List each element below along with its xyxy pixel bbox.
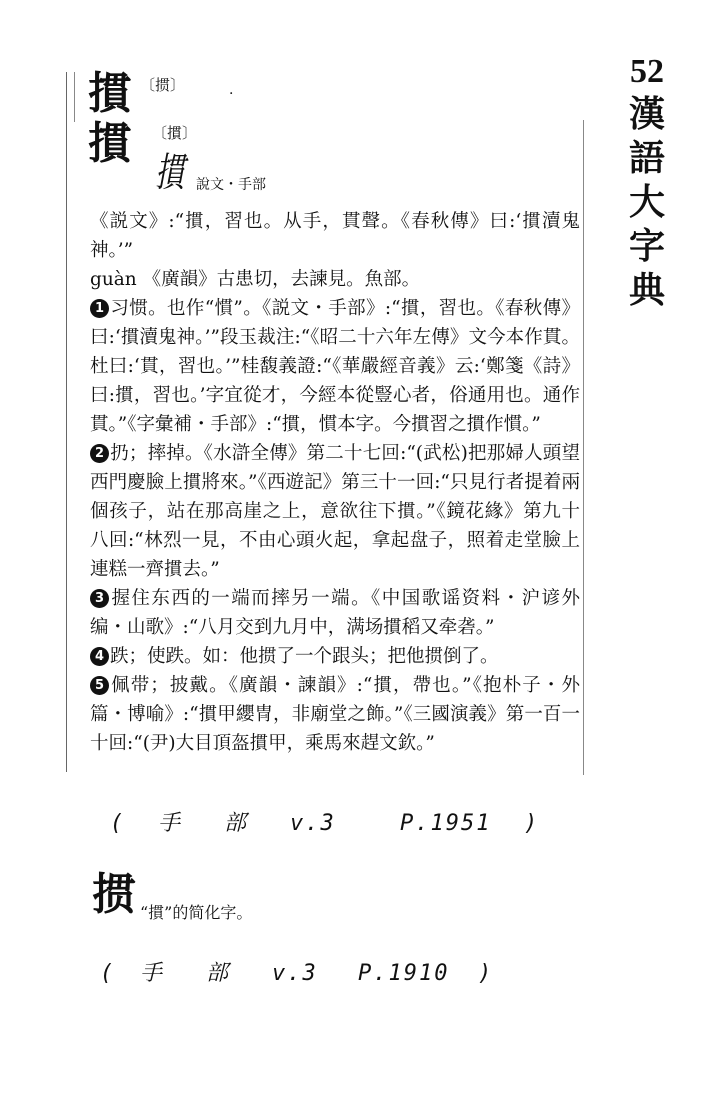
clipping-edge-right	[583, 120, 584, 775]
headword-variant: 摜	[88, 118, 132, 169]
sense-text: 跌；使跌。如：他掼了一个跟头；把他掼倒了。	[110, 646, 499, 667]
simplified-definition: “摜”的简化字。	[140, 903, 253, 922]
citation-paren-open: (	[110, 811, 126, 836]
sense-5	[82, 671, 580, 758]
dictionary-title	[622, 92, 672, 312]
sense-text: 佩带；披戴。《廣韻・諫韻》:“摜，帶也。”《抱朴子・外篇・博喻》:“摜甲纓冑，非廟堂之飾。”《三國演義》第一百一十回:“(尹)大目頂盔摜甲，乘馬來趕文欽。”	[90, 675, 580, 754]
citation-radical: 手	[140, 961, 165, 986]
sense-4	[82, 642, 580, 671]
citation-volume: v.3	[290, 811, 336, 836]
sense-number: 5	[90, 676, 109, 695]
citation-section: 部	[206, 961, 231, 986]
title-char: 語	[628, 137, 665, 179]
citation-paren-close: )	[524, 811, 540, 836]
sense-number: 2	[90, 444, 109, 463]
title-char: 大	[628, 181, 665, 223]
pronunciation-line: guàn 《廣韻》古患切，去諫見。魚部。	[90, 269, 421, 290]
page-number: 52	[630, 53, 664, 90]
sense-number: 1	[90, 299, 109, 318]
shuowen-quote: 《説文》:“摜，習也。从手，貫聲。《春秋傳》曰:‘摜瀆鬼神。’”	[90, 211, 580, 261]
headword-simplified-bracket: 〔掼〕	[140, 76, 186, 94]
sense-number: 4	[90, 647, 109, 666]
headword: 摜	[88, 68, 132, 119]
citation-section: 部	[224, 811, 249, 836]
title-char: 漢	[628, 93, 665, 135]
handwritten-citation	[110, 806, 539, 837]
citation-paren-open: (	[100, 961, 116, 986]
citation-page: P.1951	[400, 811, 492, 836]
sense-number: 3	[90, 589, 109, 608]
clipping-edge-left-inner	[74, 72, 75, 122]
sense-2	[82, 439, 580, 584]
sense-3	[82, 584, 580, 642]
seal-caption: 說文・手部	[196, 177, 266, 193]
sense-text: 握住东西的一端而摔另一端。《中国歌谣资料・沪谚外编・山歌》:“八月交到九月中，满场摜稻又牵砻。”	[90, 588, 580, 638]
simplified-headword: 掼	[92, 869, 136, 920]
title-char: 字	[628, 225, 665, 267]
sense-1	[82, 294, 580, 439]
entry-body	[82, 207, 580, 758]
variant-bracket: 〔摜〕	[152, 124, 198, 142]
stray-mark: ·	[229, 86, 234, 102]
citation-page: P.1910	[358, 961, 450, 986]
citation-radical: 手	[158, 811, 183, 836]
margin-header	[622, 52, 672, 312]
sense-text: 习惯。也作“慣”。《説文・手部》:“摜，習也。《春秋傳》曰:‘摜瀆鬼神。’”段玉裁注:“《昭二十六年左傳》文今本作貫。杜曰:‘貫，習也。’”桂馥義證:“《華嚴經音義》云:‘鄭箋《詩》曰:摜，習也。’字宜從才，今經本從豎心者，俗通用也。通作貫。”《字彙補・手部》:“摜，慣本字。今摜習之摜作慣。”	[90, 298, 580, 435]
citation-volume: v.3	[272, 961, 318, 986]
handwritten-citation	[100, 956, 493, 987]
clipping-edge-left	[66, 72, 67, 772]
seal-script-glyph: 摜	[155, 150, 185, 196]
sense-text: 扔；摔掉。《水滸全傳》第二十七回:“(武松)把那婦人頭望西門慶臉上摜將來。”《西遊記》第三十一回:“只見行者提着兩個孩子，站在那高崖之上，意欲往下摜。”《鏡花緣》第九十八回:“林烈一見，不由心頭火起，拿起盘子，照着走堂臉上連糕一齊摜去。”	[90, 443, 580, 580]
title-char: 典	[628, 269, 665, 311]
citation-paren-close: )	[478, 961, 494, 986]
